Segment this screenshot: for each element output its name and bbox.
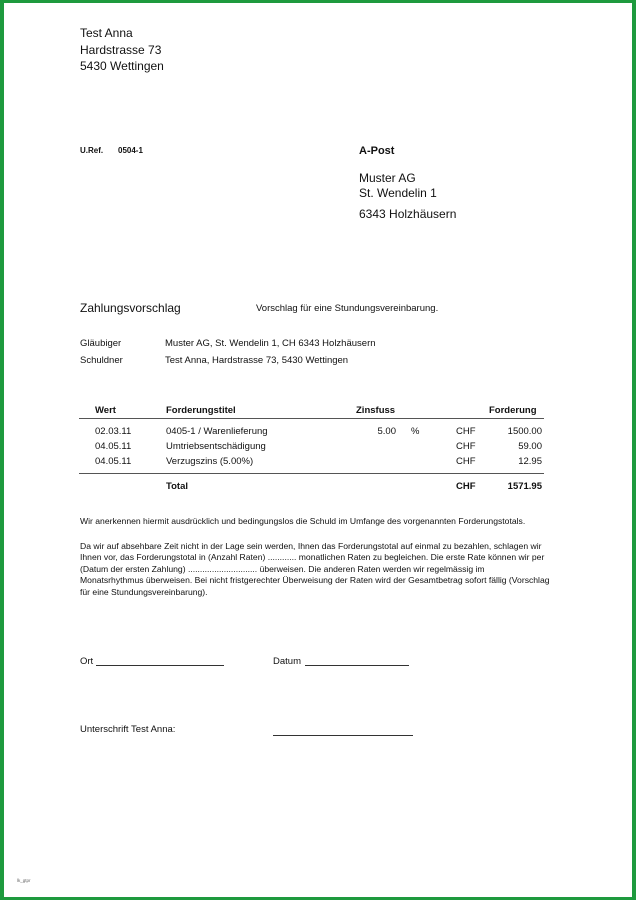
row-currency: CHF — [456, 456, 476, 467]
sender-name: Test Anna — [80, 26, 133, 40]
header-title: Forderungstitel — [166, 405, 236, 416]
signature-line[interactable] — [273, 735, 413, 736]
creditor-value: Muster AG, St. Wendelin 1, CH 6343 Holzhäusern — [165, 338, 376, 349]
date-line[interactable] — [305, 665, 409, 666]
footer-code: lk_gtpr — [17, 878, 31, 883]
header-interest: Zinsfuss — [356, 405, 396, 416]
row-currency: CHF — [456, 426, 476, 437]
header-divider — [79, 418, 544, 419]
row-title: Verzugszins (5.00%) — [166, 456, 254, 467]
header-date: Wert — [95, 405, 116, 416]
row-amount: 12.95 — [518, 456, 542, 467]
place-label: Ort — [80, 656, 94, 667]
sender-address — [80, 25, 164, 75]
row-date: 02.03.11 — [95, 426, 132, 437]
delivery-type: A-Post — [359, 145, 395, 157]
row-interest: 5.00 — [377, 426, 396, 437]
recipient-name: Muster AG — [359, 171, 416, 185]
reference-number: 0504-1 — [118, 146, 143, 155]
signature-label: Unterschrift Test Anna: — [80, 724, 176, 735]
reference-label: U.Ref. — [80, 146, 104, 155]
row-amount: 59.00 — [518, 441, 542, 452]
date-label: Datum — [273, 656, 301, 667]
row-date: 04.05.11 — [95, 456, 132, 467]
row-percent: % — [411, 426, 420, 437]
proposal-paragraph: Da wir auf absehbare Zeit nicht in der Lage sein werden, Ihnen das Forderungstotal auf einmal zu bezahlen, schlagen wir Ihnen vor, das Forderungstotal in (Anzahl Raten) ............ monatlichen Raten zu begleichen. Die erste Rate können wir per (Datum der ersten Zahlung) ............................. überweisen. Die anderen Raten werden wir regelmässig im Monatsrhythmus überweisen. Bei nicht fristgerechter Überweisung der Raten wird der Gesamtbetrag sofort fällig (Vorschlag für eine Stundungsvereinbarung). — [80, 541, 550, 597]
acknowledgement-paragraph: Wir anerkennen hiermit ausdrücklich und bedingungslos die Schuld im Umfange des vorgenannten Forderungstotals. — [80, 516, 526, 526]
header-amount: Forderung — [489, 405, 537, 416]
recipient-city: 6343 Holzhäusern — [359, 207, 457, 221]
place-line[interactable] — [96, 665, 224, 666]
sender-city: 5430 Wettingen — [80, 59, 164, 73]
debtor-value: Test Anna, Hardstrasse 73, 5430 Wettingen — [165, 355, 349, 366]
total-divider — [79, 473, 544, 474]
subject-subtitle: Vorschlag für eine Stundungsvereinbarung. — [256, 303, 439, 314]
subject-title: Zahlungsvorschlag — [80, 301, 181, 315]
total-currency: CHF — [456, 481, 476, 492]
row-amount: 1500.00 — [507, 426, 542, 437]
total-label: Total — [166, 481, 188, 492]
recipient-street: St. Wendelin 1 — [359, 186, 437, 200]
row-title: Umtriebsentschädigung — [166, 441, 266, 452]
recipient-address — [359, 171, 437, 201]
row-currency: CHF — [456, 441, 476, 452]
creditor-label: Gläubiger — [80, 338, 122, 349]
row-title: 0405-1 / Warenlieferung — [166, 426, 268, 437]
row-date: 04.05.11 — [95, 441, 132, 452]
debtor-label: Schuldner — [80, 355, 123, 366]
sender-street: Hardstrasse 73 — [80, 42, 162, 57]
total-amount: 1571.95 — [507, 481, 542, 492]
